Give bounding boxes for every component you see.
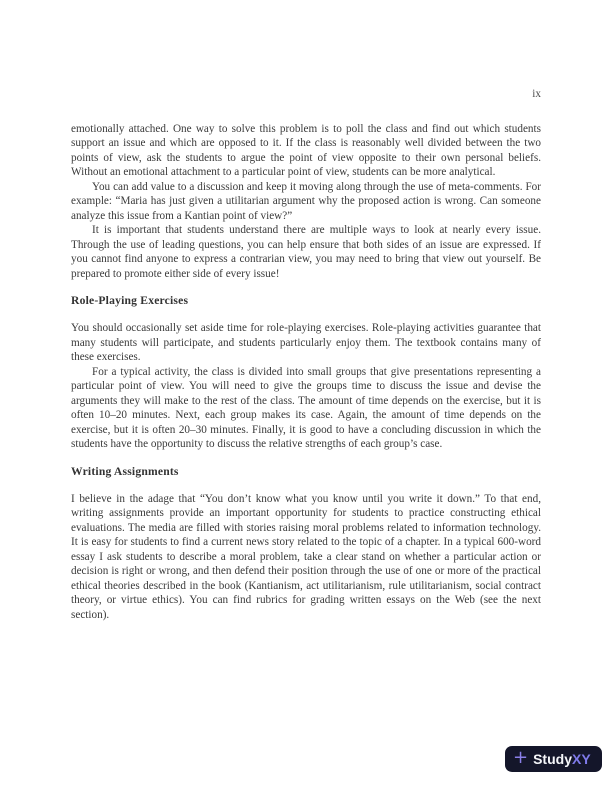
paragraph: You should occasionally set aside time for role-playing exercises. Role-playing activities guarantee that many students will participate, and students particularly enjoy them. The textbook contains many of these exercises.: [71, 322, 541, 364]
section-heading-writing-assignments: Writing Assignments: [71, 464, 179, 478]
page-number: ix: [532, 88, 541, 100]
paragraph: For a typical activity, the class is divided into small groups that give presentations representing a particular point of view. You will need to give the groups time to discuss the issue and devise the arguments they will make to the rest of the class. The amount of time depends on the exercise, but it is often 10–20 minutes. Next, each group makes its case. Again, the amount of time depends on the exercise, but it is often 20–30 minutes. Finally, it is good to have a concluding discussion in which the students have the opportunity to discuss the relative strengths of each group’s case.: [71, 365, 541, 451]
section-heading-role-playing-exercises: Role-Playing Exercises: [71, 293, 189, 307]
plus-icon: +: [513, 747, 529, 768]
body-text: [71, 122, 541, 622]
paragraph: emotionally attached. One way to solve this problem is to poll the class and find out which students support an issue and which are opposed to it. If the class is reasonably well divided between the two points of view, ask the students to argue the point of view opposite to their own personal beliefs. Without an emotional attachment to a particular point of view, students can be more analytical.: [71, 123, 541, 179]
logo-study-label: Study: [533, 751, 572, 767]
logo-xy-label: XY: [571, 751, 591, 767]
paragraph: I believe in the adage that “You don’t know what you know until you write it down.” To that end, writing assignments provide an important opportunity for students to practice constructing ethical evaluations. The media are filled with stories raising moral problems related to information technology. It is easy for students to find a current news story related to the topic of a chapter. In a typical 600-word essay I ask students to describe a moral problem, take a clear stand on whether a particular action or decision is right or wrong, and then defend their position through the use of one or more of the practical ethical theories described in the book (Kantianism, act utilitarianism, rule utilitarianism, social contract theory, or virtue ethics). You can find rubrics for grading written essays on the Web (see the next section).: [71, 492, 541, 621]
studyxy-logo-text: [533, 752, 591, 766]
paragraph: You can add value to a discussion and keep it moving along through the use of meta-comments. For example: “Maria has just given a utilitarian argument why the proposed action is wrong. Can someone analyze this issue from a Kantian point of view?”: [71, 180, 541, 222]
paragraph: It is important that students understand there are multiple ways to look at nearly every issue. Through the use of leading questions, you can help ensure that both sides of an issue are expressed. If you cannot find anyone to express a contrarian view, you may need to bring that view out yourself. Be prepared to promote either side of every issue!: [71, 224, 541, 280]
studyxy-logo-badge[interactable]: [505, 746, 602, 772]
